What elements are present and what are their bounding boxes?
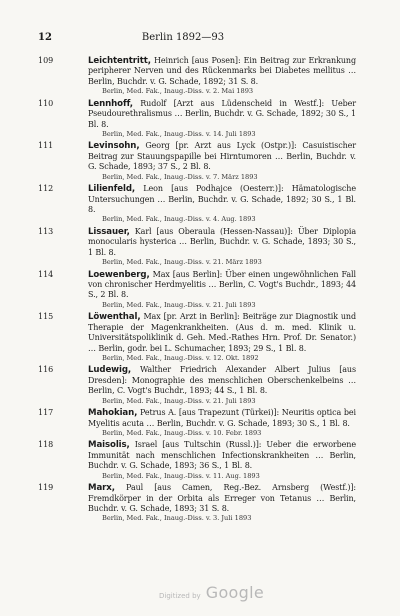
entry-number: 110 xyxy=(38,98,54,108)
digitized-watermark xyxy=(159,583,264,602)
entry-meta: Berlin, Med. Fak., Inaug.-Diss. v. 4. Aug. 1893 xyxy=(102,215,256,224)
entry-author: Marx, xyxy=(88,483,115,494)
bibliography-entry xyxy=(38,141,356,181)
watermark-small-text: Digitized by xyxy=(159,592,201,600)
entry-meta: Berlin, Med. Fak., Inaug.-Diss. v. 3. Juli 1893 xyxy=(102,514,252,523)
entry-text: Georg [pr. Arzt aus Lyck (Ostpr.)]: Casuistischer Beitrag zur Stauungspapille bei Hirntumoren … Berlin, Buchdr. v. G. Schade, 1893; 37 S., 2 Bl. 8. xyxy=(88,141,356,172)
entry-body xyxy=(88,56,356,87)
entry-author: Lissauer, xyxy=(88,226,130,237)
entry-body xyxy=(88,440,356,471)
entry-text: Heinrich [aus Posen]: Ein Beitrag zur Erkrankung peripherer Nerven und des Rückenmarks bei Diabetes mellitus … Berlin, Buchdr. v. G. Schade, 1892; 31 S. 8. xyxy=(88,56,356,86)
bibliography-entry xyxy=(38,184,356,224)
bibliography-entry xyxy=(38,99,356,139)
entry-meta: Berlin, Med. Fak., Inaug.-Diss. v. 10. Febr. 1893 xyxy=(102,428,262,437)
bibliography-entry xyxy=(38,227,356,267)
entry-body xyxy=(88,270,356,301)
entry-number: 114 xyxy=(38,269,54,279)
entry-meta: Berlin, Med. Fak., Inaug.-Diss. v. 21. März 1893 xyxy=(102,258,262,267)
entry-text: Paul [aus Camen, Reg.-Bez. Arnsberg (Westf.)]: Fremdkörper in der Orbita als Erreger von Tetanus … Berlin, Buchdr. v. G. Schade, 1893; 31 S. 8. xyxy=(88,483,357,513)
entry-body xyxy=(88,365,356,396)
bibliography-entry xyxy=(38,483,356,523)
bibliography-entry xyxy=(38,440,356,480)
entry-number: 109 xyxy=(38,56,54,65)
entry-text: Leon [aus Podhajce (Oesterr.)]: Hämatologische Untersuchungen … Berlin, Buchdr. v. G. Schade, 1892; 30 S., 1 Bl. 8. xyxy=(88,184,356,214)
entry-number: 115 xyxy=(38,312,54,322)
entry-body xyxy=(88,227,356,258)
entry-text: Max [pr. Arzt in Berlin]: Beiträge zur Diagnostik und Therapie der Magenkrankheiten. (Aus d. m. med. Klinik u. Universitätspoliklinik d. Geh. Med.-Rathes Hrn. Prof. Dr. Senator.) … Berlin, godr. bei L. Schumacher, 1893; 29 S., 1 Bl. 8. xyxy=(88,312,356,353)
entry-body xyxy=(88,141,356,172)
entry-meta: Berlin, Med. Fak., Inaug.-Diss. v. 21. Juli 1893 xyxy=(102,396,256,405)
entry-body xyxy=(88,99,356,130)
entry-number: 117 xyxy=(38,408,54,418)
entry-meta: Berlin, Med. Fak., Inaug.-Diss. v. 11. Aug. 1893 xyxy=(102,471,260,480)
google-logo: Google xyxy=(205,583,264,602)
entry-author: Loewenberg, xyxy=(88,269,150,280)
entry-body xyxy=(88,312,356,354)
entry-number: 112 xyxy=(38,184,54,194)
entry-author: Levinsohn, xyxy=(88,141,140,152)
page-number: 12 xyxy=(38,32,52,43)
entry-author: Mahokian, xyxy=(88,408,138,419)
entry-meta: Berlin, Med. Fak., Inaug.-Diss. v. 21. Juli 1893 xyxy=(102,300,256,309)
bibliography-entry xyxy=(38,365,356,405)
entry-text: Israel [aus Tultschin (Russl.)]: Ueber die erworbene Immunität nach menschlichen Infectionskrankheiten … Berlin, Buchdr. v. G. Schade, 1893; 36 S., 1 Bl. 8. xyxy=(88,440,356,471)
bibliography-entry xyxy=(38,408,356,438)
entry-number: 116 xyxy=(38,365,54,375)
entry-text: Max [aus Berlin]: Über einen ungewöhnlichen Fall von chronischer Herdmyelitis … Berlin, C. Vogt's Buchdr., 1893; 44 S., 2 Bl. 8. xyxy=(88,269,356,300)
bibliography-entry xyxy=(38,56,356,96)
entry-number: 119 xyxy=(38,483,54,493)
entry-number: 118 xyxy=(38,440,54,450)
page-header xyxy=(38,32,328,46)
entry-author: Ludewig, xyxy=(88,365,132,376)
entry-text: Karl [aus Oberaula (Hessen-Nassau)]: Über Diplopia monocularis hysterica … Berlin, Buchdr. v. G. Schade, 1893; 30 S., 1 Bl. 8. xyxy=(88,226,356,257)
entry-meta: Berlin, Med. Fak., Inaug.-Diss. v. 14. Juli 1893 xyxy=(102,129,256,138)
entry-author: Maisolis, xyxy=(88,440,130,451)
entry-author: Löwenthal, xyxy=(88,312,141,323)
entry-meta: Berlin, Med. Fak., Inaug.-Diss. v. 12. Okt. 1892 xyxy=(102,353,259,362)
entry-text: Petrus A. [aus Trapezunt (Türkei)]: Neuritis optica bei Myelitis acuta … Berlin, Buchdr. v. G. Schade, 1893; 30 S., 1 Bl. 8. xyxy=(88,408,356,428)
entry-author: Leichtentritt, xyxy=(88,56,151,66)
entry-author: Lilienfeld, xyxy=(88,184,136,195)
bibliography-entry xyxy=(38,312,356,363)
entry-number: 113 xyxy=(38,226,54,236)
running-title: Berlin 1892—93 xyxy=(141,32,225,43)
entry-number: 111 xyxy=(38,141,54,151)
bibliography-entry xyxy=(38,270,356,310)
entry-body xyxy=(88,184,356,215)
entry-text: Rudolf [Arzt aus Lüdenscheid in Westf.]: Ueber Pseudourethralismus … Berlin, Buchdr. v. G. Schade, 1892; 30 S., 1 Bl. 8. xyxy=(88,98,357,129)
entry-author: Lennhoff, xyxy=(88,98,133,109)
entry-text: Walther Friedrich Alexander Albert Julius [aus Dresden]: Monographie des menschlichen Oberschenkelbeins … Berlin, C. Vogt's Buchdr., 1893; 44 S., 1 Bl. 8. xyxy=(88,365,356,396)
entry-meta: Berlin, Med. Fak., Inaug.-Diss. v. 7. März 1893 xyxy=(102,172,258,181)
entry-list xyxy=(38,56,356,526)
entry-body xyxy=(88,408,356,429)
entry-body xyxy=(88,483,356,514)
entry-meta: Berlin, Med. Fak., Inaug.-Diss. v. 2. Mai 1893 xyxy=(102,87,254,96)
